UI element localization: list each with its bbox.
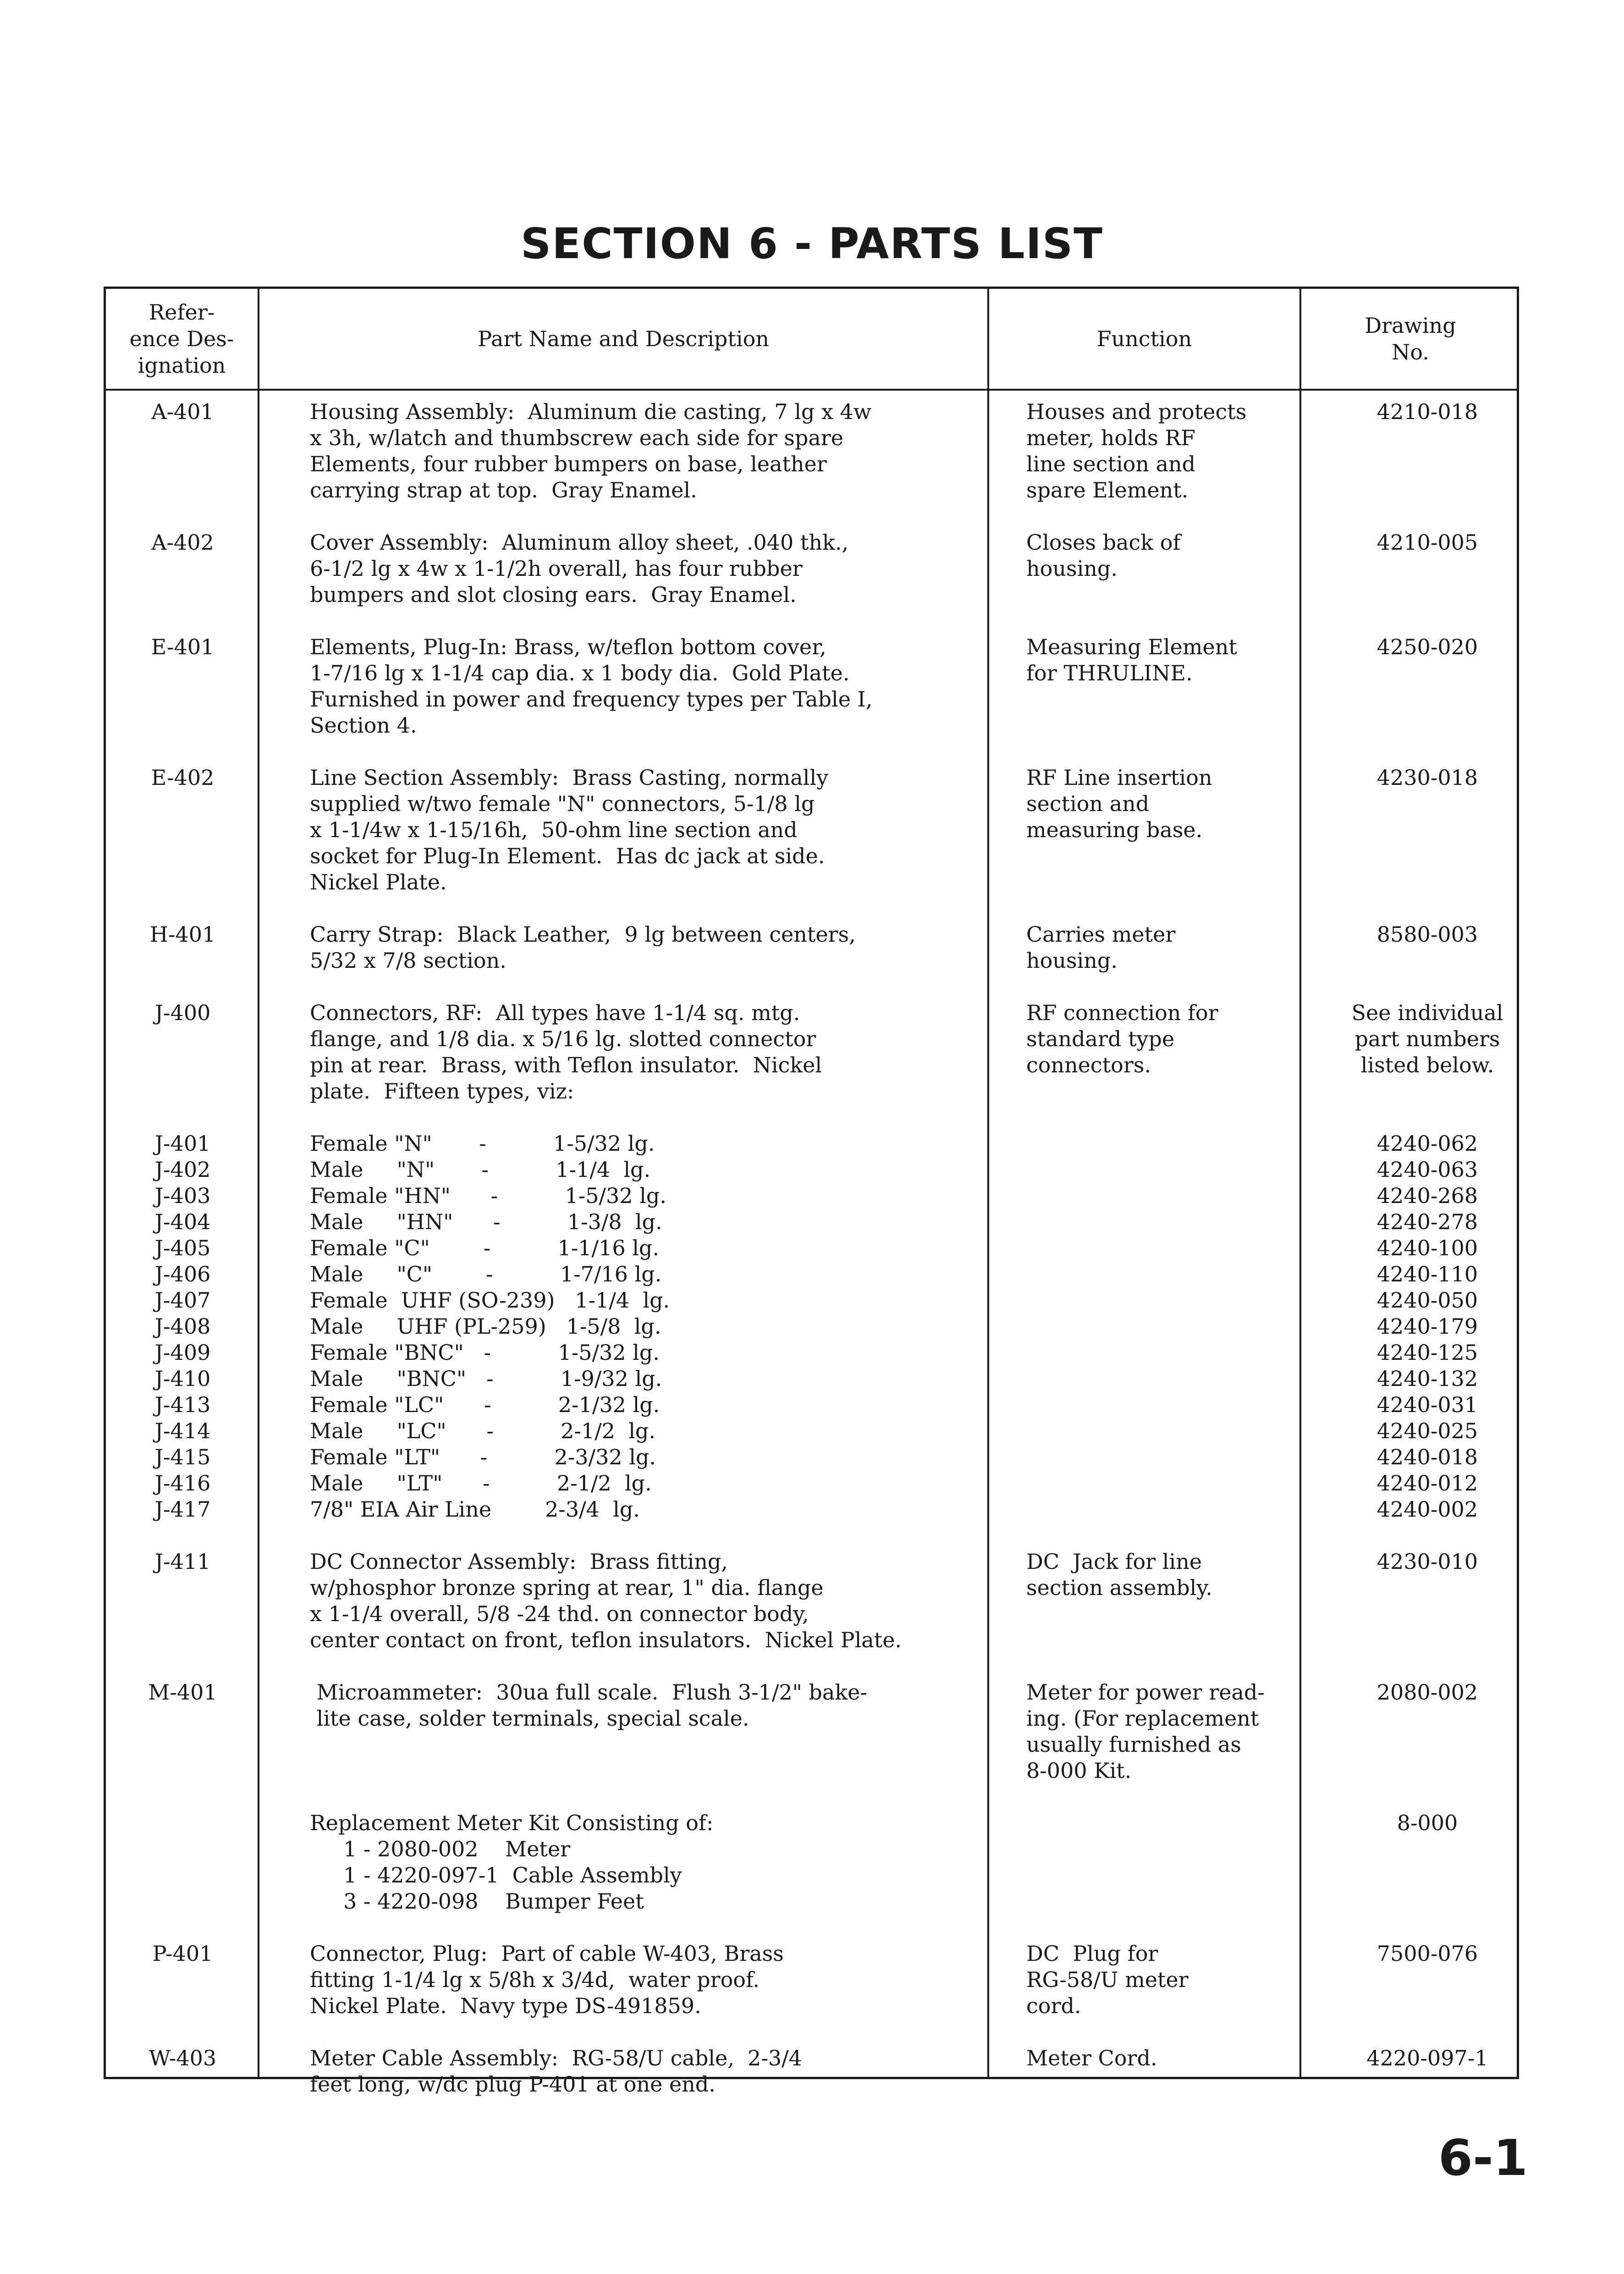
header-draw-label: Drawing No.	[1365, 313, 1456, 364]
drawing-number-cell: 8580-003	[1376, 922, 1478, 947]
function-cell: Meter for power read- ing. (For replacement usually furnished as 8-000 Kit.	[1026, 1680, 1265, 1783]
header-reference-designation	[106, 289, 258, 389]
function-cell: DC Plug for RG-58/U meter cord.	[1026, 1941, 1189, 2018]
drawing-number-cell: 4230-010	[1376, 1549, 1478, 1574]
drawing-number-cell: 7500-076	[1376, 1941, 1478, 1966]
reference-designation-cell: J-411	[154, 1549, 211, 1574]
part-description-cell: Cover Assembly: Aluminum alloy sheet, .040 thk., 6-1/2 lg x 4w x 1-1/2h overall, has four rubber bumpers and slot closing ears. Gray Enamel.	[310, 530, 849, 607]
part-description-cell: Line Section Assembly: Brass Casting, normally supplied w/two female "N" connectors, 5-1/8 lg x 1-1/4w x 1-15/16h, 50-ohm line section and socket for Plug-In Element. Has dc jack at side. Nickel Plate.	[310, 765, 829, 894]
table-row	[106, 634, 1517, 765]
function-cell: Measuring Element for THRULINE.	[1026, 635, 1237, 685]
drawing-number-cell: 4240-062 4240-063 4240-268 4240-278 4240-100 4240-110 4240-050 4240-179 4240-125 4240-132 4240-031 4240-025 4240-018 4240-012 4240-002	[1376, 1131, 1478, 1522]
header-divider	[106, 389, 1517, 391]
reference-designation-cell: W-403	[149, 2046, 217, 2070]
function-cell: Carries meter housing.	[1026, 922, 1176, 973]
header-func-label: Function	[1096, 326, 1192, 351]
parts-list-table	[104, 287, 1519, 2097]
function-cell: Meter Cord.	[1026, 2046, 1157, 2070]
table-row	[106, 530, 1517, 634]
table-row	[106, 1131, 1517, 1549]
function-cell: RF connection for standard type connectors.	[1026, 1000, 1218, 1077]
part-description-cell: Replacement Meter Kit Consisting of: 1 - 2080-002 Meter 1 - 4220-097-1 Cable Assembly 3 - 4220-098 Bumper Feet	[310, 1810, 714, 1914]
header-ref-label: Refer- ence Des- ignation	[129, 300, 234, 378]
reference-designation-cell: M-401	[148, 1680, 217, 1705]
table-row	[106, 1810, 1517, 1941]
drawing-number-cell: 4250-020	[1376, 635, 1478, 659]
header-part-name	[259, 289, 987, 389]
table-row	[106, 1549, 1517, 1679]
function-cell: Houses and protects meter, holds RF line section and spare Element.	[1026, 399, 1247, 502]
function-cell: Closes back of housing.	[1026, 530, 1181, 581]
part-description-cell: Microammeter: 30ua full scale. Flush 3-1/2" bake- lite case, solder terminals, special scale.	[316, 1680, 867, 1731]
drawing-number-cell: 4220-097-1	[1366, 2046, 1488, 2070]
drawing-number-cell: 4210-018	[1376, 399, 1478, 424]
part-description-cell: Connectors, RF: All types have 1-1/4 sq. mtg. flange, and 1/8 dia. x 5/16 lg. slotted connector pin at rear. Brass, with Teflon insulator. Nickel plate. Fifteen types, viz:	[310, 1000, 822, 1104]
drawing-number-cell: 4230-018	[1376, 765, 1478, 790]
table-row	[106, 1000, 1517, 1131]
table-row	[106, 1679, 1517, 1810]
function-cell: DC Jack for line section assembly.	[1026, 1549, 1212, 1600]
reference-designation-cell: H-401	[149, 922, 216, 947]
table-row	[106, 399, 1517, 530]
parts-rows	[106, 399, 1517, 2124]
page-number: 6-1	[1438, 2130, 1528, 2187]
header-drawing-no	[1301, 289, 1519, 389]
part-description-cell: Connector, Plug: Part of cable W-403, Brass fitting 1-1/4 lg x 5/8h x 3/4d, water proof. Nickel Plate. Navy type DS-491859.	[310, 1941, 784, 2018]
drawing-number-cell: See individual part numbers listed below.	[1351, 1000, 1503, 1077]
reference-designation-cell: E-402	[151, 765, 215, 790]
function-cell: RF Line insertion section and measuring base.	[1026, 765, 1212, 842]
reference-designation-cell: J-400	[154, 1000, 211, 1025]
reference-designation-cell: E-401	[151, 635, 215, 659]
table-row	[106, 2045, 1517, 2124]
header-function	[989, 289, 1299, 389]
drawing-number-cell: 2080-002	[1376, 1680, 1478, 1705]
part-description-cell: Female "N" - 1-5/32 lg. Male "N" - 1-1/4 lg. Female "HN" - 1-5/32 lg. Male "HN" - 1-3/8 lg. Female "C" - 1-1/16 lg. Male "C" - 1-7/16 lg. Female UHF (SO-239) 1-1/4 lg. Male UHF (PL-259) 1-5/8 lg. Female "BNC" - 1-5/32 lg. Male "BNC" - 1-9/32 lg. Female "LC" - 2-1/32 lg. Male "LC" - 2-1/2 lg. Female "LT" - 2-3/32 lg. Male "LT" - 2-1/2 lg. 7/8" EIA Air Line 2-3/4 lg.	[310, 1131, 670, 1522]
reference-designation-cell: P-401	[152, 1941, 213, 1966]
table-row	[106, 1941, 1517, 2045]
table-row	[106, 922, 1517, 1000]
reference-designation-cell: A-401	[151, 399, 214, 424]
part-description-cell: Housing Assembly: Aluminum die casting, 7 lg x 4w x 3h, w/latch and thumbscrew each side for spare Elements, four rubber bumpers on base, leather carrying strap at top. Gray Enamel.	[310, 399, 872, 502]
part-description-cell: DC Connector Assembly: Brass fitting, w/phosphor bronze spring at rear, 1" dia. flange x 1-1/4 overall, 5/8 -24 thd. on connector body, center contact on front, teflon insulators. Nickel Plate.	[310, 1549, 902, 1652]
reference-designation-cell: A-402	[151, 530, 214, 555]
page-title: SECTION 6 - PARTS LIST	[521, 219, 1103, 268]
part-description-cell: Meter Cable Assembly: RG-58/U cable, 2-3/4 feet long, w/dc plug P-401 at one end.	[310, 2046, 802, 2097]
table-row	[106, 765, 1517, 922]
header-desc-label: Part Name and Description	[478, 326, 769, 351]
drawing-number-cell: 8-000	[1397, 1810, 1458, 1835]
part-description-cell: Elements, Plug-In: Brass, w/teflon bottom cover, 1-7/16 lg x 1-1/4 cap dia. x 1 body dia. Gold Plate. Furnished in power and frequency types per Table I, Section 4.	[310, 635, 873, 738]
part-description-cell: Carry Strap: Black Leather, 9 lg between centers, 5/32 x 7/8 section.	[310, 922, 856, 973]
drawing-number-cell: 4210-005	[1376, 530, 1478, 555]
reference-designation-cell: J-401 J-402 J-403 J-404 J-405 J-406 J-407 J-408 J-409 J-410 J-413 J-414 J-415 J-416 J-417	[154, 1131, 211, 1522]
